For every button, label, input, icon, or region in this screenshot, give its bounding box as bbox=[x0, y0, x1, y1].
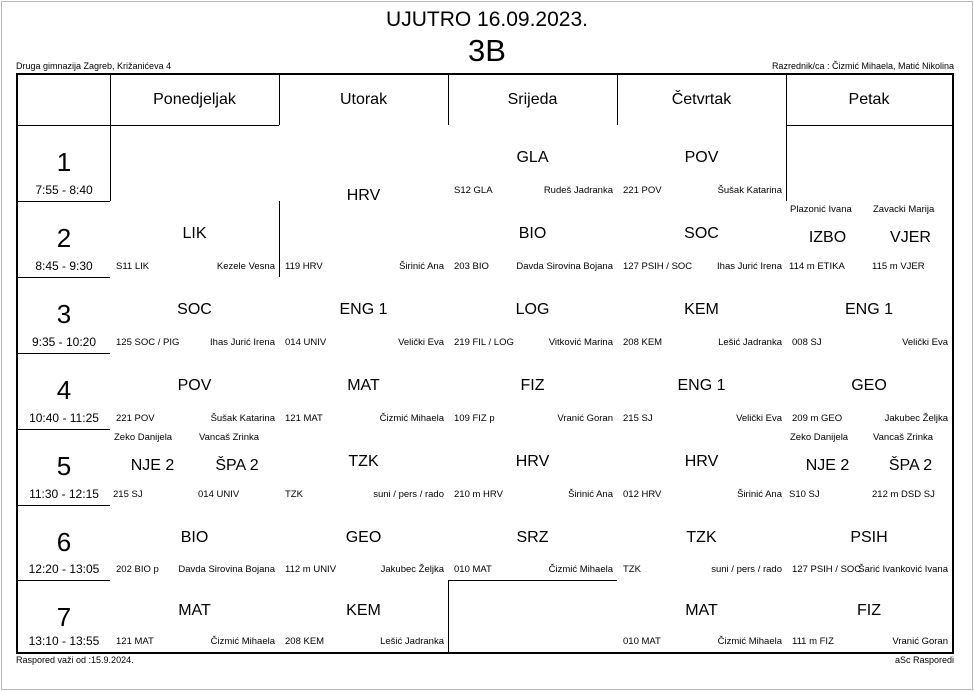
lesson-teacher: Lešić Jadranka bbox=[718, 337, 782, 348]
lesson-subject: LIK bbox=[182, 225, 207, 242]
lesson-room: 210 m HRV bbox=[454, 489, 503, 500]
day-header: Petak bbox=[848, 91, 890, 108]
lesson-cell[interactable] bbox=[110, 201, 280, 278]
lesson-subject: ŠPA 2 bbox=[215, 457, 259, 474]
period-time: 7:55 - 8:40 bbox=[35, 183, 93, 197]
period-time: 13:10 - 13:55 bbox=[28, 634, 100, 648]
period-number: 3 bbox=[56, 299, 72, 329]
lesson-teacher: suni / pers / rado bbox=[711, 564, 782, 575]
day-header: Utorak bbox=[339, 91, 388, 108]
lesson-cell[interactable] bbox=[617, 505, 787, 581]
lesson-room: 121 MAT bbox=[116, 636, 154, 647]
lesson-teacher: Vitković Marina bbox=[548, 337, 613, 348]
lesson-teacher: Zeko Danijela bbox=[790, 432, 849, 443]
lesson-room: 115 m VJER bbox=[872, 261, 925, 272]
period-number: 6 bbox=[56, 527, 72, 557]
lesson-subject: MAT bbox=[178, 602, 211, 619]
lesson-cell[interactable] bbox=[617, 580, 787, 653]
lesson-room: 127 PSIH / SOC bbox=[792, 564, 862, 575]
lesson-room: 221 POV bbox=[116, 413, 155, 424]
lesson-subject: BIO bbox=[518, 225, 547, 242]
lesson-subject: POV bbox=[177, 377, 212, 394]
lesson-cell[interactable] bbox=[448, 429, 618, 506]
lesson-teacher: Šušak Katarina bbox=[717, 185, 782, 196]
lesson-subject: IZBO bbox=[808, 229, 847, 246]
lesson-room: 008 SJ bbox=[792, 337, 822, 348]
lesson-cell[interactable] bbox=[786, 201, 870, 278]
lesson-subject: KEM bbox=[346, 602, 381, 619]
lesson-cell[interactable] bbox=[448, 353, 618, 430]
generator-credit: aSc Rasporedi bbox=[894, 655, 954, 665]
lesson-cell[interactable] bbox=[279, 505, 449, 581]
lesson-teacher: Velički Eva bbox=[902, 337, 948, 348]
lesson-teacher: Šušak Katarina bbox=[210, 413, 275, 424]
lesson-cell[interactable] bbox=[110, 353, 280, 430]
lesson-teacher: Velički Eva bbox=[736, 413, 782, 424]
lesson-room: 203 BIO bbox=[454, 261, 489, 272]
lesson-teacher: Jakubec Željka bbox=[380, 564, 444, 575]
lesson-subject: GLA bbox=[516, 149, 549, 166]
lesson-room: 112 m UNIV bbox=[285, 564, 337, 575]
lesson-room: 202 BIO p bbox=[116, 564, 159, 575]
lesson-room: 010 MAT bbox=[623, 636, 661, 647]
lesson-room: 215 SJ bbox=[623, 413, 653, 424]
period-time: 11:30 - 12:15 bbox=[29, 487, 99, 501]
lesson-teacher: suni / pers / rado bbox=[373, 489, 444, 500]
lesson-subject: SRZ bbox=[516, 529, 549, 546]
lesson-room: 209 m GEO bbox=[792, 413, 843, 424]
lesson-teacher: Rudeš Jadranka bbox=[543, 185, 613, 196]
timetable-grid bbox=[16, 73, 954, 654]
lesson-room: 219 FIL / LOG bbox=[454, 337, 514, 348]
lesson-teacher: Zavacki Marija bbox=[873, 204, 935, 215]
lesson-cell[interactable] bbox=[110, 429, 196, 506]
lesson-teacher: Vranić Goran bbox=[892, 636, 948, 647]
lesson-subject: FIZ bbox=[857, 602, 881, 619]
lesson-cell[interactable] bbox=[786, 277, 953, 354]
period-number: 2 bbox=[56, 223, 72, 253]
lesson-cell[interactable] bbox=[617, 353, 787, 430]
lesson-subject: NJE 2 bbox=[805, 457, 850, 474]
lesson-cell[interactable] bbox=[869, 201, 953, 278]
lesson-room: TZK bbox=[285, 489, 303, 500]
lesson-cell[interactable] bbox=[617, 429, 787, 506]
lesson-cell[interactable] bbox=[279, 125, 449, 278]
lesson-cell[interactable] bbox=[786, 505, 953, 581]
lesson-teacher: Vranić Goran bbox=[557, 413, 613, 424]
lesson-teacher: Ihas Jurić Irena bbox=[210, 337, 275, 348]
lesson-room: 212 m DSD SJ bbox=[872, 489, 935, 500]
lesson-subject: GEO bbox=[345, 529, 382, 546]
lesson-room: 109 FIZ p bbox=[454, 413, 495, 424]
lesson-room: 010 MAT bbox=[454, 564, 492, 575]
lesson-subject: MAT bbox=[347, 377, 380, 394]
lesson-cell[interactable] bbox=[786, 580, 953, 653]
lesson-teacher: Čizmić Mihaela bbox=[717, 636, 782, 647]
lesson-teacher: Kezele Vesna bbox=[216, 261, 275, 272]
period-time: 10:40 - 11:25 bbox=[29, 411, 99, 425]
lesson-subject: SOC bbox=[177, 301, 212, 318]
lesson-room: 114 m ETIKA bbox=[789, 261, 845, 272]
period-number: 1 bbox=[56, 147, 72, 177]
lesson-room: 127 PSIH / SOC bbox=[623, 261, 693, 272]
lesson-room: S11 LIK bbox=[116, 261, 150, 272]
lesson-room: 208 KEM bbox=[623, 337, 663, 348]
lesson-cell[interactable] bbox=[110, 277, 280, 354]
lesson-subject: BIO bbox=[180, 529, 209, 546]
lesson-room: 208 KEM bbox=[285, 636, 325, 647]
lesson-cell[interactable] bbox=[279, 580, 449, 653]
day-header: Ponedjeljak bbox=[153, 91, 236, 108]
lesson-subject: NJE 2 bbox=[130, 457, 175, 474]
lesson-cell[interactable] bbox=[448, 125, 618, 202]
lesson-room: TZK bbox=[623, 564, 641, 575]
lesson-cell[interactable] bbox=[195, 429, 280, 506]
lesson-cell[interactable] bbox=[617, 201, 787, 278]
lesson-cell[interactable] bbox=[617, 277, 787, 354]
lesson-teacher: Ihas Jurić Irena bbox=[717, 261, 782, 272]
lesson-teacher: Lešić Jadranka bbox=[380, 636, 444, 647]
period-number: 7 bbox=[56, 602, 72, 632]
lesson-cell[interactable] bbox=[279, 277, 449, 354]
period-time: 9:35 - 10:20 bbox=[31, 335, 97, 349]
lesson-cell[interactable] bbox=[617, 125, 787, 202]
lesson-room: 111 m FIZ bbox=[792, 636, 834, 647]
lesson-room: 014 UNIV bbox=[198, 489, 240, 500]
lesson-room: 012 HRV bbox=[623, 489, 662, 500]
lesson-cell[interactable] bbox=[279, 353, 449, 430]
period-number: 4 bbox=[56, 375, 72, 405]
lesson-subject: TZK bbox=[348, 453, 379, 470]
lesson-subject: HRV bbox=[684, 453, 719, 470]
lesson-subject: TZK bbox=[686, 529, 717, 546]
lesson-cell[interactable] bbox=[448, 201, 618, 278]
lesson-subject: GEO bbox=[851, 377, 887, 394]
lesson-cell[interactable] bbox=[448, 277, 618, 354]
lesson-teacher: Šarić Ivanković Ivana bbox=[858, 564, 948, 575]
school-name: Druga gimnazija Zagreb, Križanićeva 4 bbox=[16, 61, 172, 71]
lesson-subject: ENG 1 bbox=[844, 301, 893, 318]
lesson-room: 221 POV bbox=[623, 185, 662, 196]
lesson-subject: ENG 1 bbox=[339, 301, 388, 318]
lesson-room: 121 MAT bbox=[285, 413, 323, 424]
valid-from: Raspored važi od :15.9.2024. bbox=[16, 655, 134, 665]
lesson-cell[interactable] bbox=[110, 505, 280, 581]
lesson-subject: FIZ bbox=[520, 377, 545, 394]
lesson-subject: SOC bbox=[684, 225, 719, 242]
lesson-subject: HRV bbox=[515, 453, 550, 470]
lesson-room: 119 HRV bbox=[285, 261, 323, 272]
lesson-room: S12 GLA bbox=[454, 185, 493, 196]
lesson-teacher: Širinić Ana bbox=[568, 489, 613, 500]
lesson-room: 014 UNIV bbox=[285, 337, 327, 348]
lesson-subject: PSIH bbox=[850, 529, 888, 546]
lesson-teacher: Zeko Danijela bbox=[114, 432, 173, 443]
lesson-teacher: Čizmić Mihaela bbox=[548, 564, 613, 575]
lesson-teacher: Širinić Ana bbox=[399, 261, 444, 272]
lesson-teacher: Jakubec Željka bbox=[884, 413, 948, 424]
lesson-teacher: Davda Sirovina Bojana bbox=[516, 261, 613, 272]
lesson-teacher: Vancaš Zrinka bbox=[199, 432, 260, 443]
day-header: Četvrtak bbox=[671, 91, 732, 108]
class-name: 3B bbox=[468, 33, 506, 68]
lesson-cell[interactable] bbox=[869, 429, 953, 506]
lesson-cell[interactable] bbox=[786, 429, 870, 506]
lesson-teacher: Plazonić Ivana bbox=[790, 204, 852, 215]
lesson-cell[interactable] bbox=[110, 580, 280, 653]
period-time: 8:45 - 9:30 bbox=[35, 259, 93, 273]
lesson-room: 125 SOC / PIG bbox=[116, 337, 180, 348]
lesson-subject: POV bbox=[684, 149, 719, 166]
lesson-teacher: Davda Sirovina Bojana bbox=[178, 564, 275, 575]
lesson-teacher: Velički Eva bbox=[398, 337, 444, 348]
period-time: 12:20 - 13:05 bbox=[28, 562, 100, 576]
day-header: Srijeda bbox=[507, 91, 558, 108]
lesson-cell[interactable] bbox=[448, 505, 618, 581]
homeroom-teachers: Razrednik/ca : Čizmić Mihaela, Matić Nikolina bbox=[771, 61, 954, 71]
timetable-title: UJUTRO 16.09.2023. bbox=[386, 8, 588, 31]
lesson-subject: ŠPA 2 bbox=[888, 457, 933, 474]
lesson-room: 215 SJ bbox=[113, 489, 143, 500]
period-number: 5 bbox=[56, 451, 72, 481]
lesson-room: S10 SJ bbox=[789, 489, 820, 500]
lesson-teacher: Vancaš Zrinka bbox=[873, 432, 934, 443]
lesson-teacher: Čizmić Mihaela bbox=[210, 636, 275, 647]
lesson-cell[interactable] bbox=[279, 429, 449, 506]
lesson-cell[interactable] bbox=[786, 353, 953, 430]
lesson-subject: VJER bbox=[890, 229, 931, 246]
lesson-subject: LOG bbox=[515, 301, 550, 318]
lesson-teacher: Čizmić Mihaela bbox=[379, 413, 444, 424]
lesson-subject: HRV bbox=[346, 187, 381, 204]
lesson-teacher: Širinić Ana bbox=[737, 489, 782, 500]
lesson-subject: MAT bbox=[685, 602, 718, 619]
lesson-subject: KEM bbox=[684, 301, 719, 318]
lesson-subject: ENG 1 bbox=[677, 377, 726, 394]
